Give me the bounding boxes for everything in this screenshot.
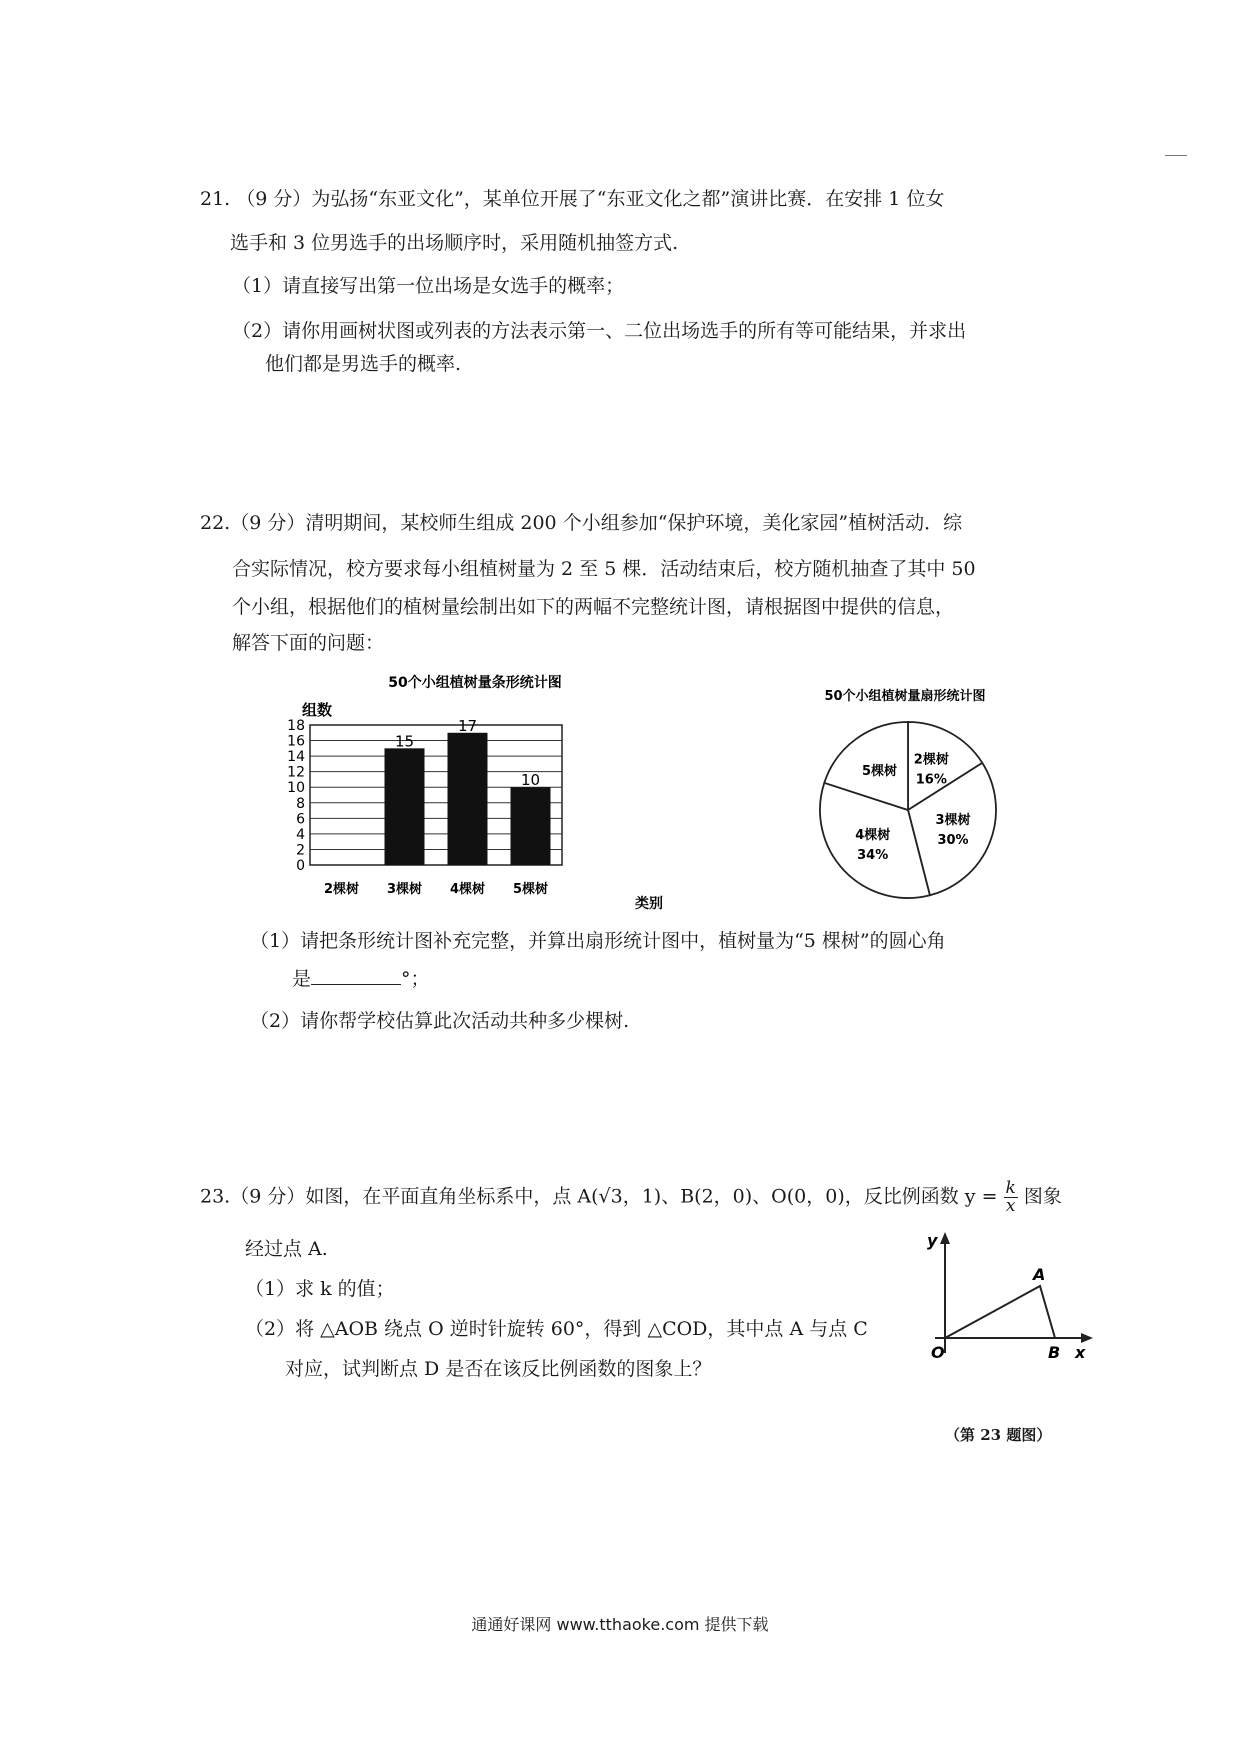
bar-chart-ytick: 2 xyxy=(296,842,305,859)
q23-figure xyxy=(905,1228,1105,1363)
q23-figure-caption: （第 23 题图） xyxy=(945,1426,1052,1444)
pie-chart xyxy=(790,680,1040,910)
q22-line2: 合实际情况，校方要求每小组植树量为 2 至 5 棵．活动结束后，校方随机抽查了其中 50 xyxy=(232,558,976,580)
bar-chart-ytick: 6 xyxy=(296,811,305,828)
q23-line1-pre: 23.（9 分）如图，在平面直角坐标系中，点 A(√3，1)、B(2，0)、O(0，0)，反比例函数 y = xyxy=(200,1185,998,1208)
bar-chart-category-label: 2棵树 xyxy=(323,882,360,897)
bar-chart-data-label: 17 xyxy=(457,716,478,735)
q21-part2b: 他们都是男选手的概率. xyxy=(265,353,462,375)
pie-chart-slice-value: 30% xyxy=(937,832,969,848)
q22-part1b-post: °； xyxy=(401,968,430,990)
bar-chart-ytick: 18 xyxy=(287,718,305,734)
bar-chart xyxy=(287,665,680,920)
bar-chart-bars xyxy=(385,717,551,865)
q22-part1b xyxy=(292,968,430,991)
bar-chart-ytick: 0 xyxy=(296,858,305,874)
bar-chart-ytick: 16 xyxy=(287,733,305,750)
bar-chart-data-label: 10 xyxy=(520,771,541,790)
bar-chart-category-label: 5棵树 xyxy=(512,882,549,897)
answer-blank[interactable] xyxy=(311,970,401,985)
page-footer: 通通好课网 www.tthaoke.com 提供下载 xyxy=(471,1615,769,1634)
bar-chart-bar xyxy=(511,787,551,865)
pie-chart-slice-value: 34% xyxy=(857,848,889,864)
bar-chart-ticks xyxy=(287,718,305,874)
q23-line1-post: 图象 xyxy=(1023,1185,1062,1208)
label-a: A xyxy=(1033,1265,1046,1284)
bar-chart-ytick: 4 xyxy=(296,826,305,843)
bar-chart-xlabel: 类别 xyxy=(635,896,663,912)
q23-line2: 经过点 A. xyxy=(245,1238,328,1260)
q21-line2: 选手和 3 位男选手的出场顺序时，采用随机抽签方式. xyxy=(230,232,679,254)
y-axis-arrow xyxy=(940,1232,950,1244)
pie-chart-slice-label: 3棵树 xyxy=(935,812,971,828)
label-o: O xyxy=(931,1343,945,1362)
q22-line4: 解答下面的问题： xyxy=(232,632,385,654)
edge-mark xyxy=(1165,155,1187,156)
bar-chart-bar xyxy=(385,748,425,865)
pie-chart-slice-label: 5棵树 xyxy=(862,763,898,779)
label-b: B xyxy=(1048,1343,1061,1362)
pie-chart-slice-label: 2棵树 xyxy=(913,752,949,768)
q23-fraction-denominator: x xyxy=(1005,1196,1016,1216)
triangle-aob xyxy=(945,1286,1055,1338)
q23-part2a: （2）将 △AOB 绕点 O 逆时针旋转 60°，得到 △COD，其中点 A 与点 C xyxy=(245,1318,868,1340)
pie-chart-slices xyxy=(820,722,996,898)
x-axis-arrow xyxy=(1081,1333,1093,1343)
pie-chart-slice-label: 4棵树 xyxy=(855,828,891,844)
q21-part1: （1）请直接写出第一位出场是女选手的概率； xyxy=(232,275,625,297)
pie-chart-slice-value: 16% xyxy=(915,772,947,788)
q23-fraction xyxy=(1004,1180,1018,1215)
bar-chart-bar xyxy=(448,733,488,865)
q22-part1b-pre: 是 xyxy=(292,968,312,990)
q22-part1a: （1）请把条形统计图补充完整，并算出扇形统计图中，植树量为“5 棵树”的圆心角 xyxy=(250,930,946,952)
bar-chart-ytick: 14 xyxy=(287,749,305,766)
q23-line1 xyxy=(200,1180,1062,1215)
bar-chart-title: 50个小组植树量条形统计图 xyxy=(388,675,562,691)
bar-chart-ytick: 10 xyxy=(287,780,305,797)
bar-chart-ylabel: 组数 xyxy=(302,701,333,719)
bar-chart-data-label: 15 xyxy=(394,732,415,751)
q23-part2b: 对应，试判断点 D 是否在该反比例函数的图象上？ xyxy=(285,1358,712,1380)
q22-part2: （2）请你帮学校估算此次活动共种多少棵树. xyxy=(250,1010,630,1032)
pie-chart-title: 50个小组植树量扇形统计图 xyxy=(824,689,986,704)
bar-chart-ytick: 12 xyxy=(287,764,305,781)
q22-line1: 22.（9 分）清明期间，某校师生组成 200 个小组参加“保护环境，美化家园”植树活动．综 xyxy=(200,512,963,534)
q23-fraction-numerator: k xyxy=(1005,1178,1016,1198)
q21-part2a: （2）请你用画树状图或列表的方法表示第一、二位出场选手的所有等可能结果，并求出 xyxy=(232,320,967,342)
bar-chart-category-label: 3棵树 xyxy=(386,882,423,897)
bar-chart-categories xyxy=(324,881,548,897)
q21-line1: 21. （9 分）为弘扬“东亚文化”，某单位开展了“东亚文化之都”演讲比赛．在安排 1 位女 xyxy=(200,188,945,210)
bar-chart-category-label: 4棵树 xyxy=(449,882,486,897)
q22-line3: 个小组，根据他们的植树量绘制出如下的两幅不完整统计图，请根据图中提供的信息， xyxy=(232,596,955,618)
bar-chart-ytick: 8 xyxy=(296,795,305,812)
q23-part1: （1）求 k 的值； xyxy=(245,1278,395,1300)
label-y: y xyxy=(927,1231,938,1250)
label-x: x xyxy=(1075,1343,1086,1362)
